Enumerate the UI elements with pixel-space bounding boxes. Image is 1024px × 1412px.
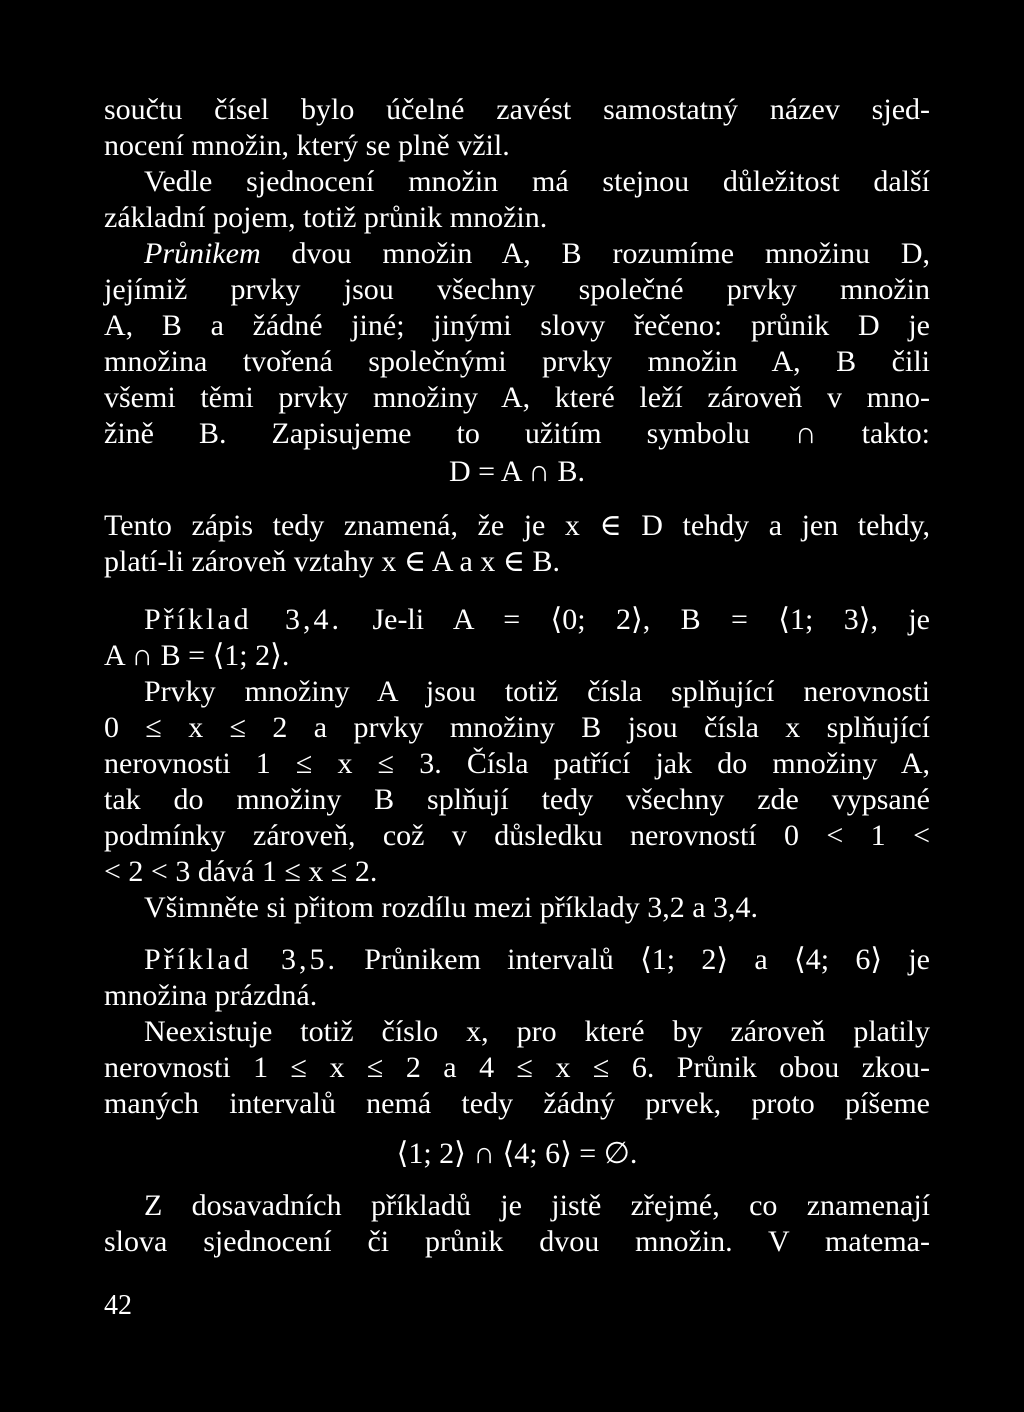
text-span: Průnikem intervalů ⟨1; 2⟩ a ⟨4; 6⟩ je xyxy=(337,943,930,976)
text-line: maných intervalů nemá tedy žádný prvek, proto píšeme xyxy=(104,1087,930,1120)
text-line xyxy=(104,236,930,272)
text-line: nerovnosti 1 ≤ x ≤ 3. Čísla patřící jak do množiny A, xyxy=(104,747,930,780)
text-span: Je-li A = ⟨0; 2⟩, B = ⟨1; 3⟩, je xyxy=(342,603,930,636)
paragraph-note xyxy=(104,890,930,926)
text-line: < 2 < 3 dává 1 ≤ x ≤ 2. xyxy=(104,855,378,888)
text-line: A, B a žádné jiné; jinými slovy řečeno: průnik D je xyxy=(104,309,930,342)
formula-line: ⟨1; 2⟩ ∩ ⟨4; 6⟩ = ∅. xyxy=(396,1137,638,1170)
paragraph-definition xyxy=(104,236,930,452)
text-line: množina tvořená společnými prvky množin A, B čili xyxy=(104,345,930,378)
text-line xyxy=(104,942,930,978)
example-label: Příklad 3,5. xyxy=(144,943,338,976)
text-line: základní pojem, totiž průnik množin. xyxy=(104,201,548,234)
text-line: součtu čísel bylo účelné zavést samostatný název sjed- xyxy=(104,93,930,126)
paragraph-example-3-5-explanation xyxy=(104,1014,930,1122)
text-line: Prvky množiny A jsou totiž čísla splňující nerovnosti xyxy=(144,675,930,708)
text-line xyxy=(104,602,930,638)
text-line: nerovnosti 1 ≤ x ≤ 2 a 4 ≤ x ≤ 6. Průnik obou zkou- xyxy=(104,1051,930,1084)
text-line: Všimněte si přitom rozdílu mezi příklady 3,2 a 3,4. xyxy=(144,891,759,924)
paragraph-intersection-intro xyxy=(104,164,930,236)
text-line: 0 ≤ x ≤ 2 a prvky množiny B jsou čísla x splňující xyxy=(104,711,930,744)
example-3-4 xyxy=(104,602,930,674)
text-line: všemi těmi prvky množiny A, které leží zároveň v mno- xyxy=(104,381,930,414)
paragraph-meaning xyxy=(104,508,930,580)
text-line: A ∩ B = ⟨1; 2⟩. xyxy=(104,639,290,672)
formula-intersection xyxy=(104,454,930,490)
text-line: žině B. Zapisujeme to užitím symbolu ∩ takto: xyxy=(104,417,930,450)
text-line: podmínky zároveň, což v důsledku nerovností 0 < 1 < xyxy=(104,819,930,852)
formula-empty-intersection xyxy=(104,1136,930,1172)
text-line: nocení množin, který se plně vžil. xyxy=(104,129,510,162)
text-line: jejímiž prvky jsou všechny společné prvky množin xyxy=(104,273,930,306)
text-line: slova sjednocení či průnik dvou množin. V matema- xyxy=(104,1225,930,1258)
paragraph-conclusion xyxy=(104,1188,930,1260)
text-line: tak do množiny B splňují tedy všechny zde vypsané xyxy=(104,783,930,816)
formula-line: D = A ∩ B. xyxy=(448,455,586,488)
text-line: množina prázdná. xyxy=(104,979,318,1012)
text-span: dvou množin A, B rozumíme množinu D, xyxy=(260,237,930,270)
page-number: 42 xyxy=(104,1290,132,1321)
text-line: Vedle sjednocení množin má stejnou důležitost další xyxy=(144,165,930,198)
example-label: Příklad 3,4. xyxy=(144,603,343,636)
example-3-5 xyxy=(104,942,930,1014)
emphasized-term: Průnikem xyxy=(144,237,261,270)
paragraph-example-3-4-explanation xyxy=(104,674,930,890)
text-line: Z dosavadních příkladů je jistě zřejmé, co znamenají xyxy=(144,1189,930,1222)
paragraph-intro xyxy=(104,92,930,164)
text-line: Tento zápis tedy znamená, že je x ∈ D tehdy a jen tehdy, xyxy=(104,509,930,542)
text-line: Neexistuje totiž číslo x, pro které by zároveň platily xyxy=(144,1015,930,1048)
text-line: platí-li zároveň vztahy x ∈ A a x ∈ B. xyxy=(104,545,560,578)
